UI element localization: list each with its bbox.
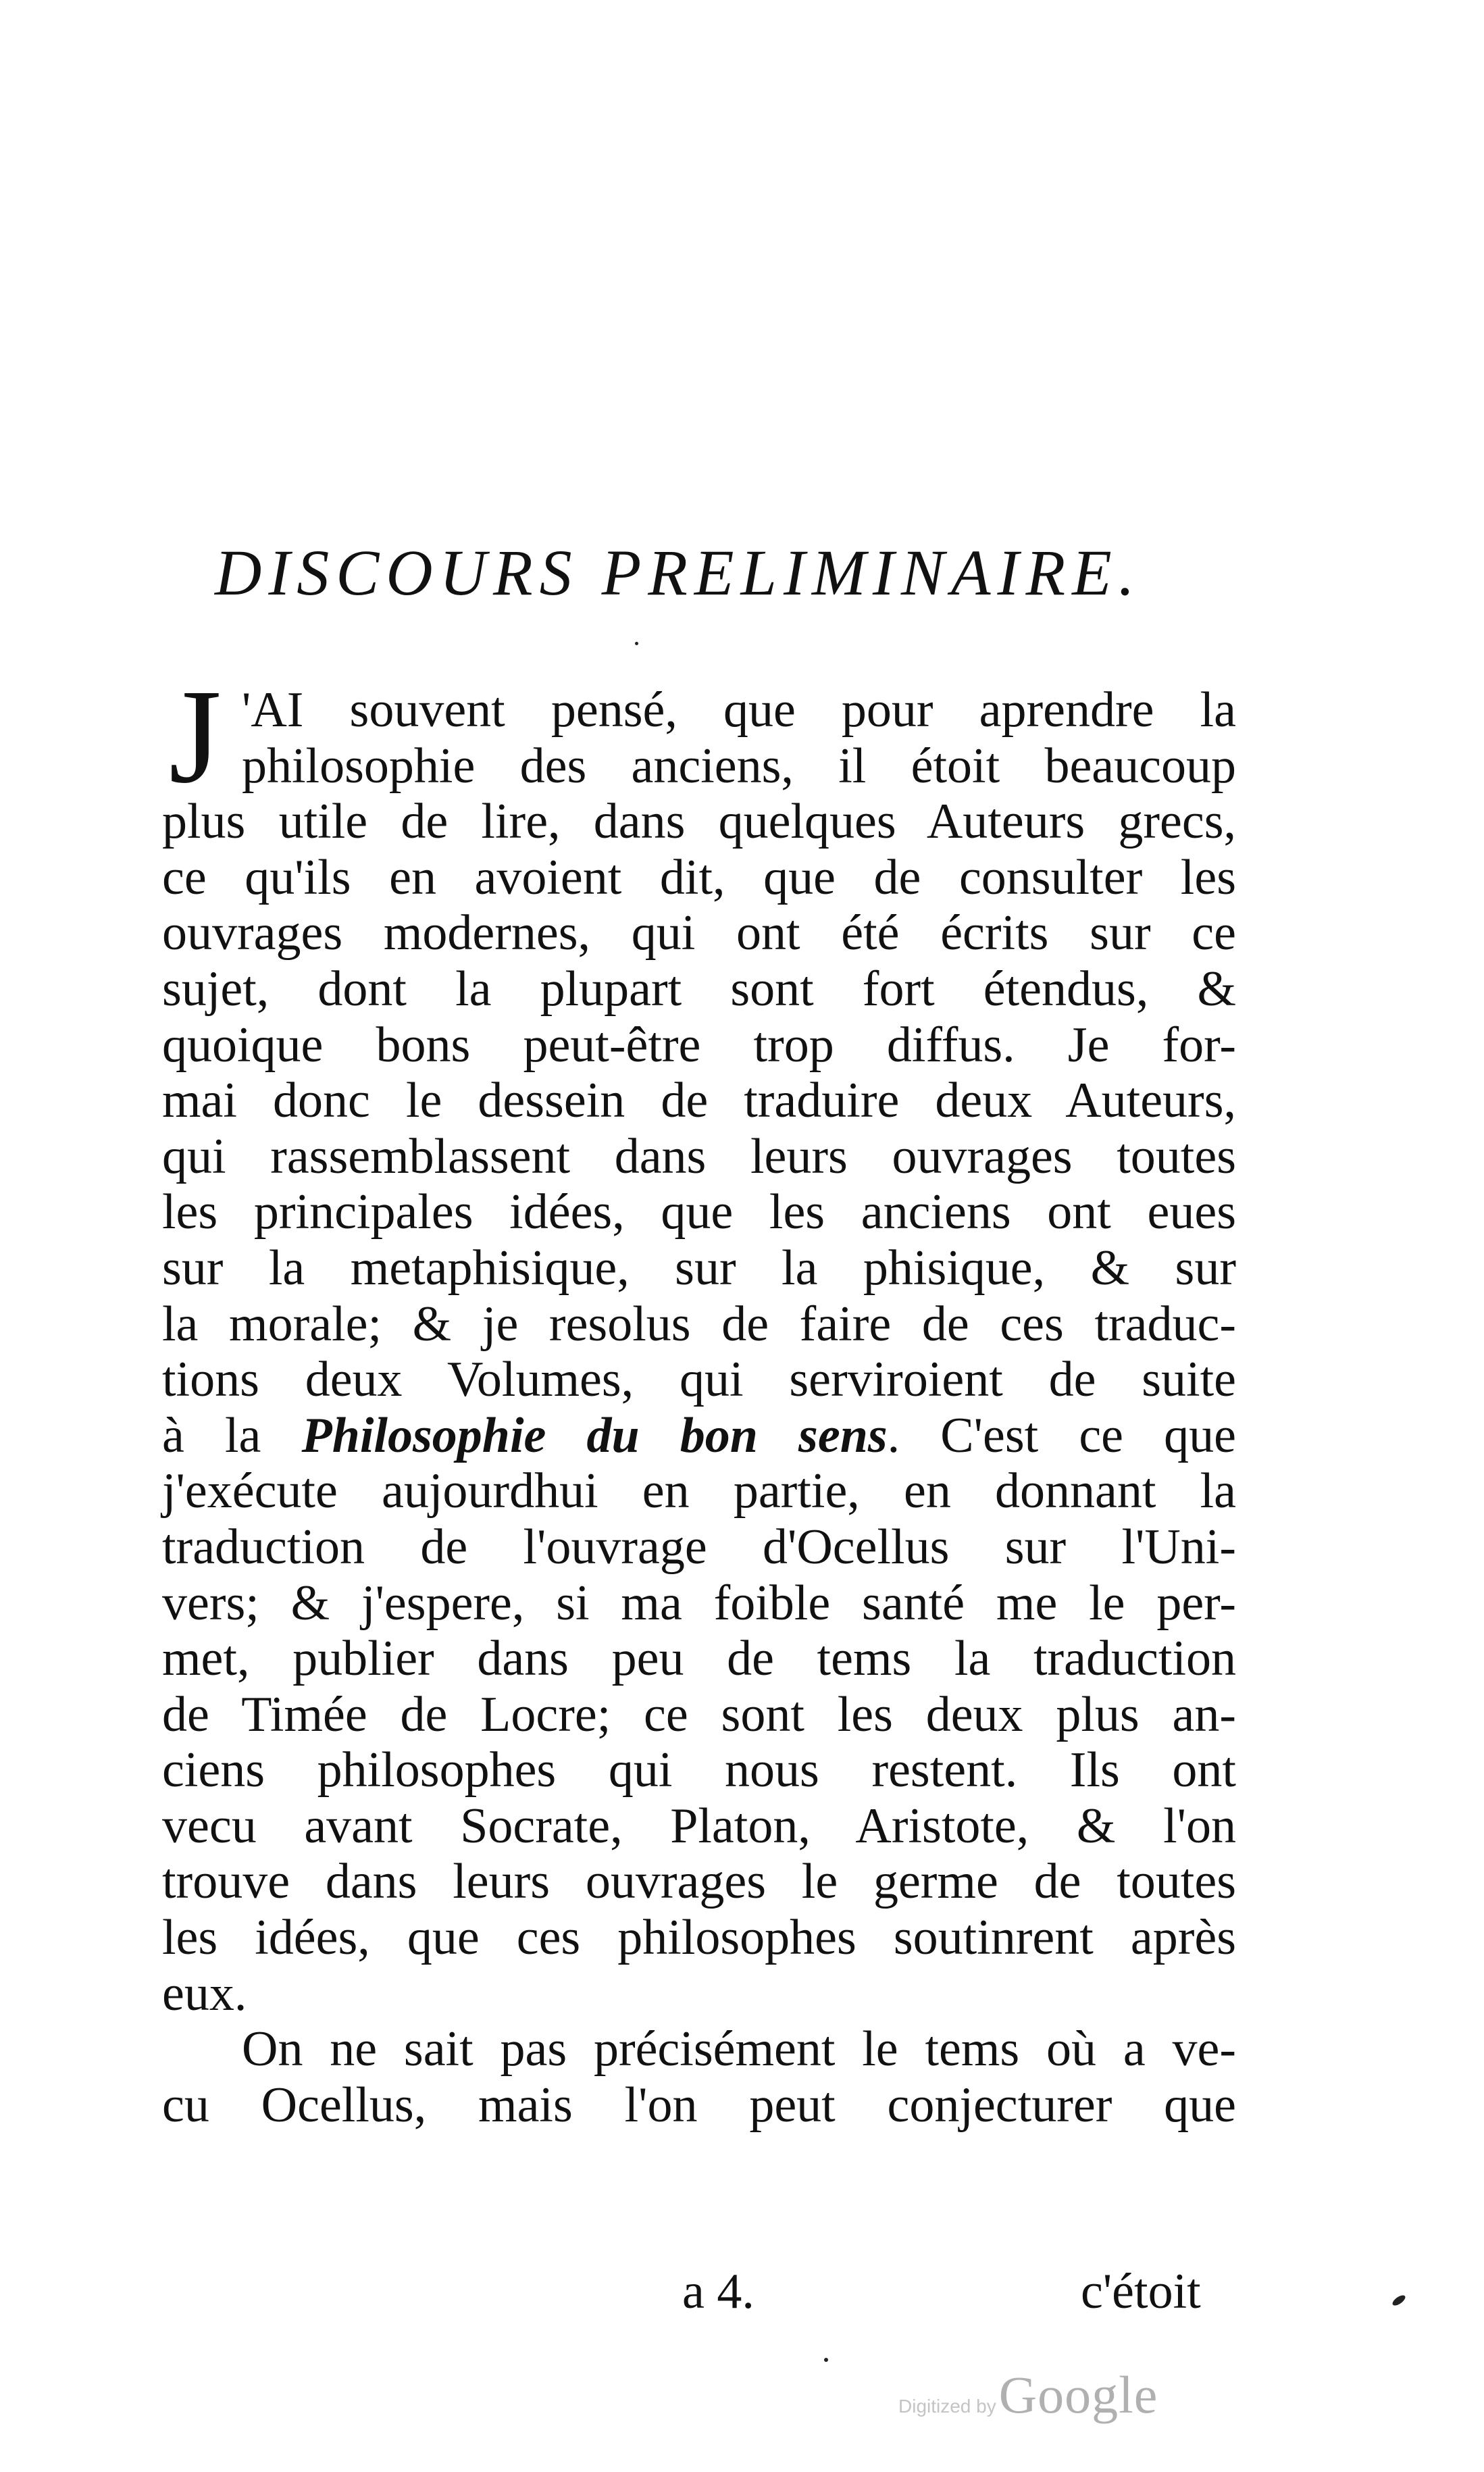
text-line-17: vers; & j'espere, si ma foible santé me le per- — [162, 1575, 1236, 1631]
text-line-8: mai donc le dessein de traduire deux Auteurs, — [162, 1073, 1236, 1129]
text-line-20: ciens philosophes qui nous restent. Ils ont — [162, 1742, 1236, 1798]
text-line-26: cu Ocellus, mais l'on peut conjecturer que — [162, 2077, 1236, 2133]
text-line-1: 'AI souvent pensé, que pour aprendre la — [242, 682, 1236, 738]
text-line-22: trouve dans leurs ouvrages le germe de toutes — [162, 1854, 1236, 1910]
text-line-3: plus utile de lire, dans quelques Auteurs grecs, — [162, 794, 1236, 850]
first-word: 'AI — [242, 682, 304, 738]
watermark-brand: Google — [998, 2365, 1158, 2424]
text-line-2: philosophie des anciens, il étoit beaucoup — [242, 738, 1236, 794]
text-line-16: traduction de l'ouvrage d'Ocellus sur l'Uni- — [162, 1519, 1236, 1575]
text-line-6: sujet, dont la plupart sont fort étendus, & — [162, 961, 1236, 1017]
text-line-10: les principales idées, que les anciens ont eues — [162, 1184, 1236, 1240]
text-line-14: à la Philosophie du bon sens. C'est ce que — [162, 1407, 1236, 1463]
signature-mark: a 4. — [682, 2264, 754, 2319]
watermark-small-text: Digitized by — [898, 2396, 996, 2417]
text-line-12: la morale; & je resolus de faire de ces traduc- — [162, 1296, 1236, 1352]
text-line-4: ce qu'ils en avoient dit, que de consulter les — [162, 849, 1236, 905]
ink-speck — [1391, 2294, 1407, 2308]
text-line-11: sur la metaphisique, sur la phisique, & sur — [162, 1240, 1236, 1296]
text-line-5: ouvrages modernes, qui ont été écrits sur ce — [162, 905, 1236, 961]
page-title: DISCOURS PRELIMINAIRE. — [215, 536, 1142, 609]
ink-speck — [824, 2358, 828, 2362]
text-line-19: de Timée de Locre; ce sont les deux plus an- — [162, 1686, 1236, 1742]
ink-speck — [635, 642, 638, 645]
body-text — [162, 662, 1236, 2133]
text-line-25: On ne sait pas précisément le tems où a ve- — [242, 2021, 1236, 2077]
text-line-23: les idées, que ces philosophes soutinrent après — [162, 1910, 1236, 1966]
text-line-13: tions deux Volumes, qui serviroient de suite — [162, 1352, 1236, 1408]
digitized-watermark — [898, 2365, 1158, 2425]
text-line-9: qui rassemblassent dans leurs ouvrages toutes — [162, 1128, 1236, 1184]
text-line-15: j'exécute aujourdhui en partie, en donnant la — [162, 1463, 1236, 1519]
text-line-24: eux. — [162, 1965, 247, 2021]
catchword: c'étoit — [1081, 2264, 1201, 2319]
book-title-italic: Philosophie du bon sens — [301, 1407, 888, 1463]
text-line-21: vecu avant Socrate, Platon, Aristote, & l'on — [162, 1798, 1236, 1854]
drop-cap: J — [169, 662, 222, 811]
text-line-7: quoique bons peut-être trop diffus. Je for- — [162, 1017, 1236, 1073]
text-line-18: met, publier dans peu de tems la traduction — [162, 1631, 1236, 1687]
